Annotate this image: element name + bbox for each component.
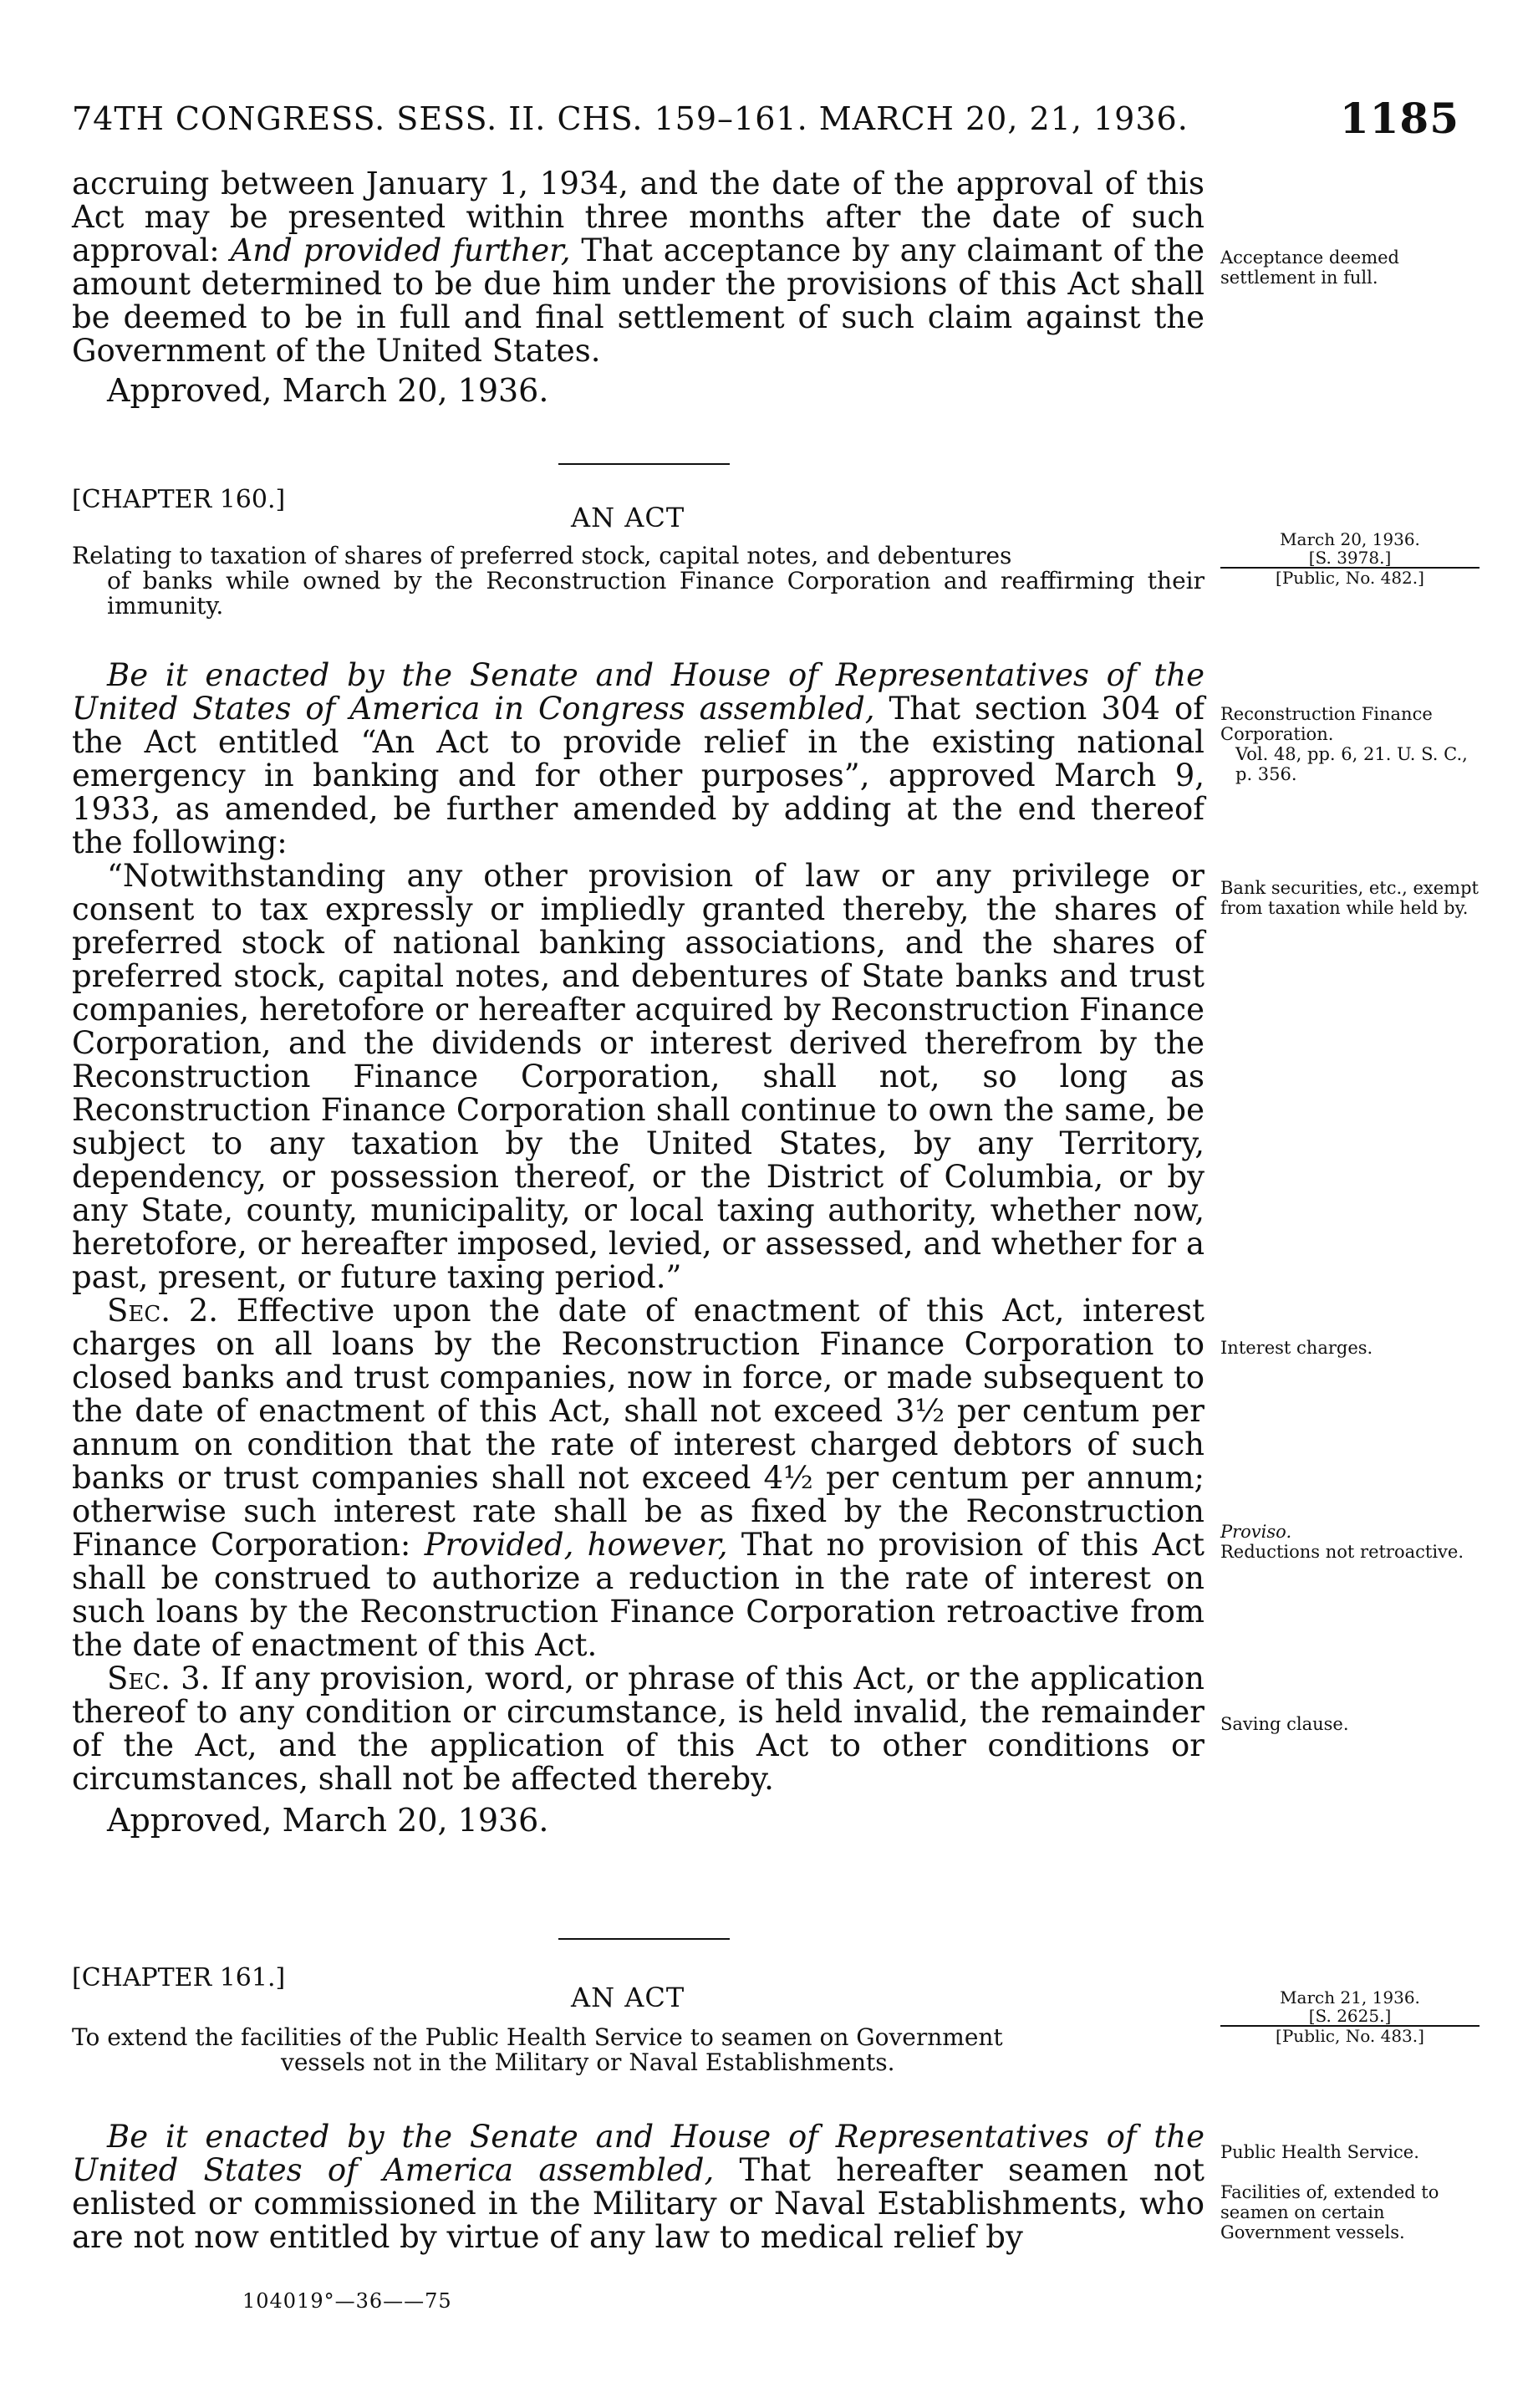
chapter-160-title	[72, 543, 1204, 619]
chapter-161-title	[72, 2025, 1204, 2075]
continuation-text-2: That acceptance by any claimant of the amount determined to be due him under the provisions of this Act shall be deemed to be in full and final settlement of such claim against the Government of the United States.	[72, 232, 1204, 369]
sec-2-text-1: Effective upon the date of enactment of this Act, interest charges on all loans by the Reconstruction Finance Corporation to closed banks and trust companies, now in force, or made subsequent to the date of enactment of this Act, shall not exceed 3½ per centum per annum on condition that the rate of interest charged debtors of such banks or trust companies shall not exceed 4½ per centum per annum; otherwise such interest rate shall be as fixed by the Reconstruction Finance Corporation:	[72, 1293, 1204, 1563]
chapter-161-section-1-text: That hereafter seamen not enlisted or commissioned in the Military or Naval Establishments, who are not now entitled by virtue of any law to medical relief by	[72, 2152, 1204, 2255]
section-rule-2	[558, 1938, 730, 1940]
margin-note-phs: Public Health Service.	[1220, 2142, 1419, 2162]
chapter-160-an-act: AN ACT	[571, 502, 685, 533]
chapter-161-body	[72, 2120, 1204, 2254]
chapter-160-section-3	[72, 1662, 1204, 1796]
print-code: 104019°—36——75	[242, 2289, 452, 2313]
section-rule	[558, 463, 730, 465]
continuation-text-1: accruing between January 1, 1934, and the date of the approval of this Act may be presented within three months after the date of such approval:	[72, 166, 1204, 268]
continuation-proviso: And provided further,	[230, 232, 571, 268]
approved-line-160: Approved, March 20, 1936.	[107, 1802, 549, 1839]
margin-rfc: Reconstruction Finance Corporation.	[1220, 704, 1433, 744]
margin-note-interest: Interest charges.	[1220, 1338, 1373, 1358]
chapter-161-enacting-clause: Be it enacted by the Senate and House of Representatives of the United States of America assembled,	[72, 2119, 1204, 2188]
chapter-160-public-law: [Public, No. 482.]	[1276, 568, 1424, 588]
chapter-161-public-law: [Public, No. 483.]	[1276, 2026, 1424, 2046]
chapter-161-enacting-paragraph	[72, 2120, 1204, 2254]
sec-3-label: Sec. 3.	[107, 1661, 211, 1696]
sec-3-text: If any provision, word, or phrase of this Act, or the application thereof to any condition or circumstance, is held invalid, the remainder of the Act, and the application of this Act to other conditions or circumstances, shall not be affected thereby.	[72, 1661, 1204, 1797]
chapter-160-date: March 20, 1936.	[1280, 529, 1420, 549]
margin-note-saving-clause: Saving clause.	[1220, 1714, 1349, 1734]
approved-line-159: Approved, March 20, 1936.	[107, 372, 549, 409]
sec-2-label: Sec. 2.	[107, 1293, 219, 1329]
page-number: 1185	[1339, 94, 1459, 143]
margin-note-acceptance: Acceptance deemed settlement in full.	[1220, 247, 1399, 288]
chapter-161-bill: [S. 2625.]	[1220, 2007, 1480, 2027]
chapter-161-dateblock	[1220, 1988, 1480, 2045]
running-head-text: 74TH CONGRESS. SESS. II. CHS. 159–161. MARCH 20, 21, 1936.	[72, 100, 1189, 137]
chapter-160-enacting-paragraph	[72, 659, 1204, 860]
chapter-161-title-rest: vessels not in the Military or Naval Establishments.	[281, 2048, 895, 2076]
chapter-160-title-line1: Relating to taxation of shares of preferred stock, capital notes, and debentures	[72, 542, 1012, 569]
running-head	[72, 94, 1459, 152]
chapter-161-an-act: AN ACT	[571, 1982, 685, 2013]
chapter-160-label: [CHAPTER 160.]	[72, 485, 286, 514]
chapter-160-dateblock	[1220, 530, 1480, 587]
margin-note-bank-securities: Bank securities, etc., exempt from taxation while held by.	[1220, 878, 1479, 918]
chapter-160-section-1-text: That section 304 of the Act entitled “An Act to provide relief in the existing national emergency in banking and for other purposes”, approved March 9, 1933, as amended, be further amended by adding at the end thereof the following:	[72, 691, 1204, 860]
margin-rfc-citation: Vol. 48, pp. 6, 21. U. S. C., p. 356.	[1235, 744, 1468, 784]
sec-2-proviso: Provided, however,	[424, 1527, 728, 1563]
margin-reductions: Reductions not retroactive.	[1220, 1542, 1464, 1562]
chapter-161-date: March 21, 1936.	[1280, 1987, 1420, 2008]
chapter-161-title-line1: To extend the facilities of the Public Health Service to seamen on Government	[72, 2023, 1003, 2051]
chapter-160-section-2	[72, 1294, 1204, 1662]
chapter-160-title-rest: of banks while owned by the Reconstruction Finance Corporation and reaffirming their immunity.	[107, 567, 1204, 620]
chapter-160-bill: [S. 3978.]	[1220, 548, 1480, 569]
margin-note-proviso-block	[1220, 1522, 1480, 1562]
chapter-160-enacting-clause: Be it enacted by the Senate and House of Representatives of the United States of America in Congress assembled,	[72, 657, 1204, 727]
continuation-paragraph	[72, 167, 1204, 368]
margin-proviso: Proviso.	[1220, 1522, 1292, 1542]
chapter-160-body	[72, 659, 1204, 1839]
sec-2-text-2: That no provision of this Act shall be construed to authorize a reduction in the rate of interest on such loans by the Reconstruction Finance Corporation retroactive from the date of enactment of this Act.	[72, 1527, 1204, 1663]
chapter-161-label: [CHAPTER 161.]	[72, 1963, 286, 1992]
margin-note-rfc	[1220, 704, 1480, 784]
continuation-block	[72, 167, 1204, 410]
chapter-160-quoted-provision: “Notwithstanding any other provision of law or any privilege or consent to tax expressly or impliedly granted thereby, the shares of preferred stock of national banking associations, and the shares of preferred stock, capital notes, and debentures of State banks and trust companies, heretofore or hereafter acquired by Reconstruction Finance Corporation, and the dividends or interest derived therefrom by the Reconstruction Finance Corporation, shall not, so long as Reconstruction Finance Corporation shall continue to own the same, be subject to any taxation by the United States, by any Territory, dependency, or possession thereof, or the District of Columbia, or by any State, county, municipality, or local taxing authority, whether now, heretofore, or hereafter imposed, levied, or assessed, and whether for a past, present, or future taxing period.”	[72, 858, 1204, 1295]
margin-note-facilities: Facilities of, extended to seamen on certain Government vessels.	[1220, 2182, 1439, 2242]
